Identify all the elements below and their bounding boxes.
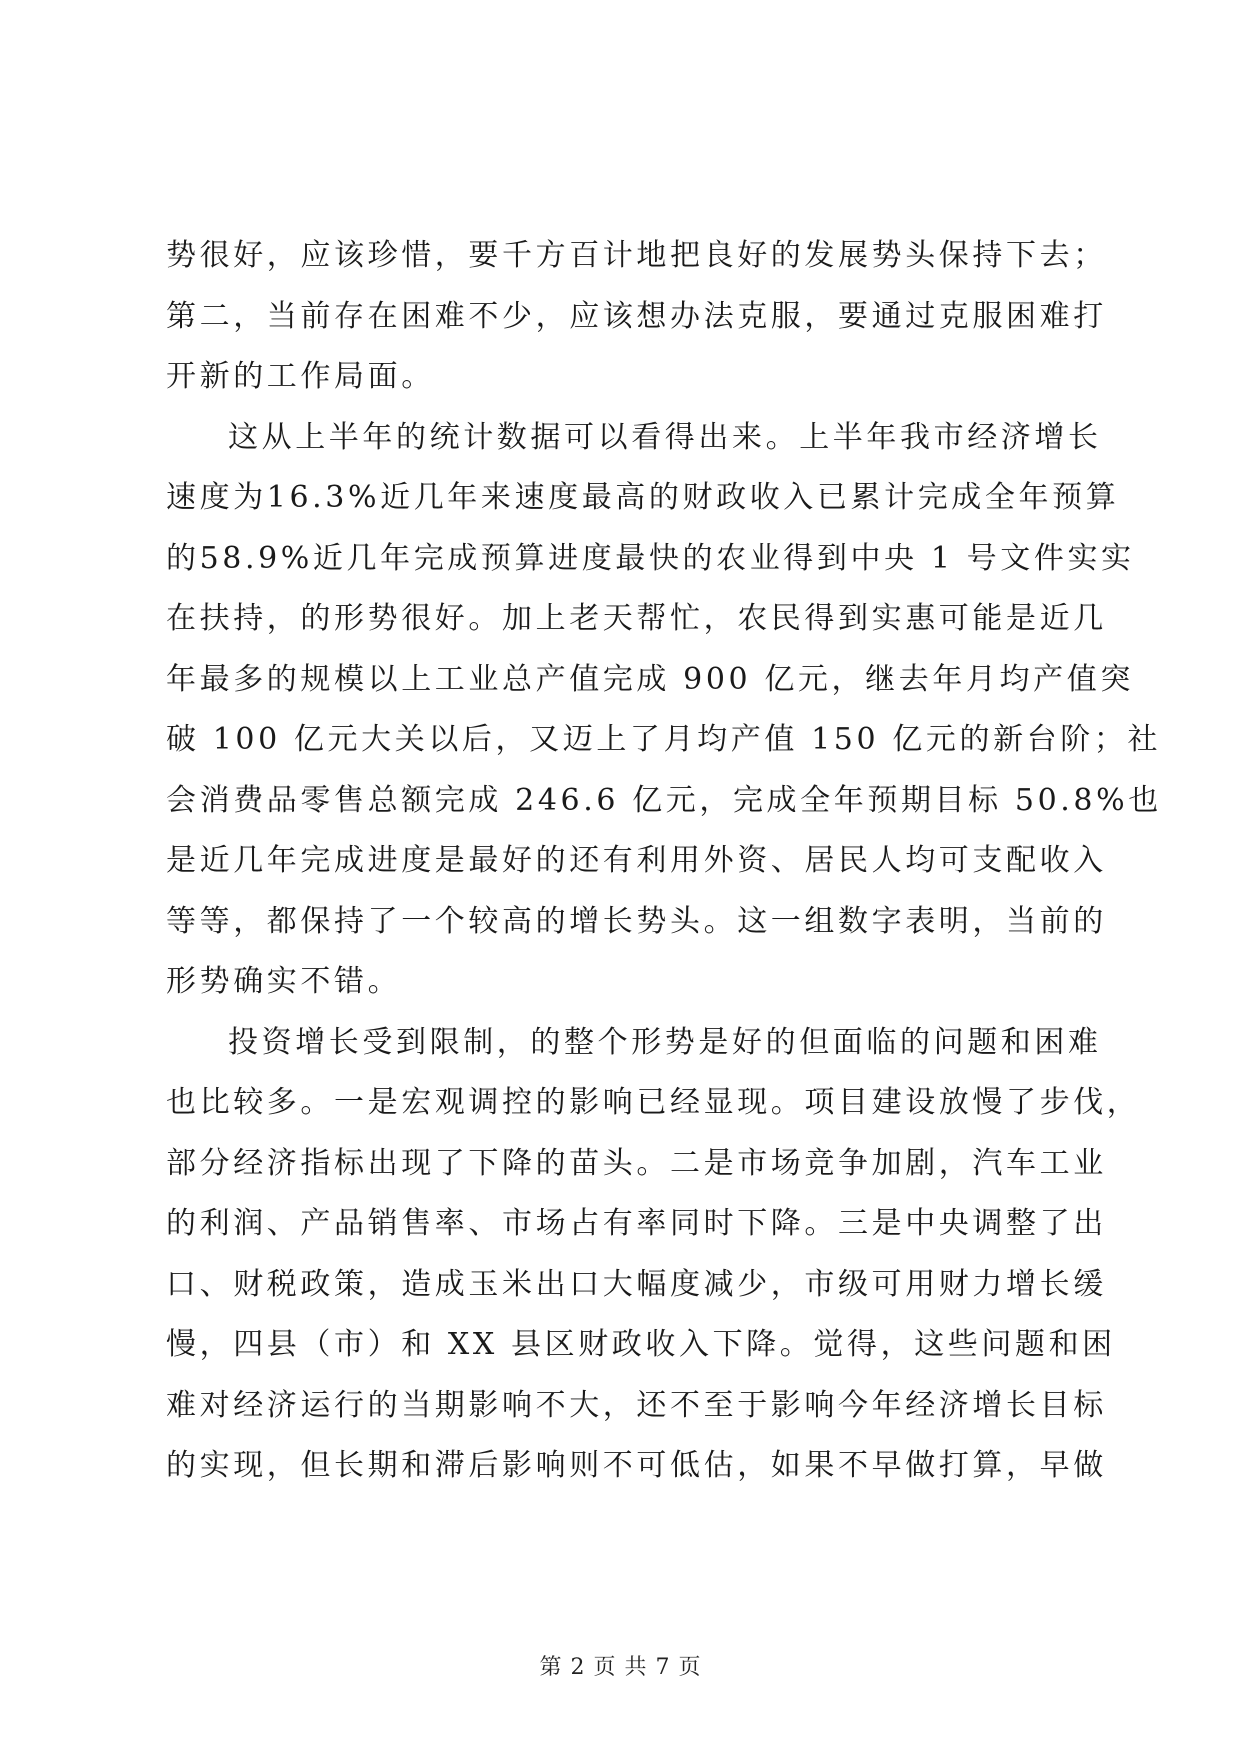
page-number-footer: 第 2 页 共 7 页 bbox=[539, 1655, 702, 1680]
paragraph-statistics bbox=[166, 408, 1162, 1013]
text-line: 在扶持，的形势很好。加上老天帮忙，农民得到实惠可能是近几 bbox=[166, 601, 1107, 636]
text-line: 势很好，应该珍惜，要千方百计地把良好的发展势头保持下去； bbox=[166, 238, 1107, 273]
text-line: 的实现，但长期和滞后影响则不可低估，如果不早做打算，早做 bbox=[166, 1448, 1107, 1483]
text-line: 慢，四县（市）和 XX 县区财政收入下降。觉得，这些问题和困 bbox=[166, 1327, 1116, 1362]
text-line: 第二，当前存在困难不少，应该想办法克服，要通过克服困难打 bbox=[166, 298, 1107, 334]
text-line: 投资增长受到限制，的整个形势是好的但面临的问题和困难 bbox=[228, 1024, 1102, 1060]
text-line: 口、财税政策，造成玉米出口大幅度减少，市级可用财力增长缓 bbox=[166, 1266, 1107, 1302]
text-line: 年最多的规模以上工业总产值完成 900 亿元，继去年月均产值突 bbox=[166, 661, 1134, 697]
text-line: 破 100 亿元大关以后，又迈上了月均产值 150 亿元的新台阶；社 bbox=[166, 722, 1162, 757]
document-body bbox=[166, 226, 1162, 1497]
text-line: 的58.9%近几年完成预算进度最快的农业得到中央 1 号文件实实 bbox=[166, 540, 1135, 576]
text-line: 也比较多。一是宏观调控的影响已经显现。项目建设放慢了步伐， bbox=[166, 1085, 1141, 1120]
text-line: 是近几年完成进度是最好的还有利用外资、居民人均可支配收入 bbox=[166, 843, 1107, 878]
text-line: 这从上半年的统计数据可以看得出来。上半年我市经济增长 bbox=[228, 419, 1102, 455]
text-line: 等等，都保持了一个较高的增长势头。这一组数字表明，当前的 bbox=[166, 903, 1107, 939]
text-line: 会消费品零售总额完成 246.6 亿元，完成全年预期目标 50.8%也 bbox=[166, 782, 1162, 818]
text-line: 速度为16.3%近几年来速度最高的财政收入已累计完成全年预算 bbox=[166, 480, 1120, 515]
paragraph-problems bbox=[166, 1013, 1141, 1497]
text-line: 难对经济运行的当期影响不大，还不至于影响今年经济增长目标 bbox=[166, 1387, 1107, 1423]
text-line: 部分经济指标出现了下降的苗头。二是市场竞争加剧，汽车工业 bbox=[166, 1145, 1107, 1181]
text-line: 开新的工作局面。 bbox=[166, 359, 435, 394]
text-line: 的利润、产品销售率、市场占有率同时下降。三是中央调整了出 bbox=[166, 1206, 1107, 1241]
paragraph-continuation bbox=[166, 226, 1107, 408]
text-line: 形势确实不错。 bbox=[166, 964, 402, 999]
